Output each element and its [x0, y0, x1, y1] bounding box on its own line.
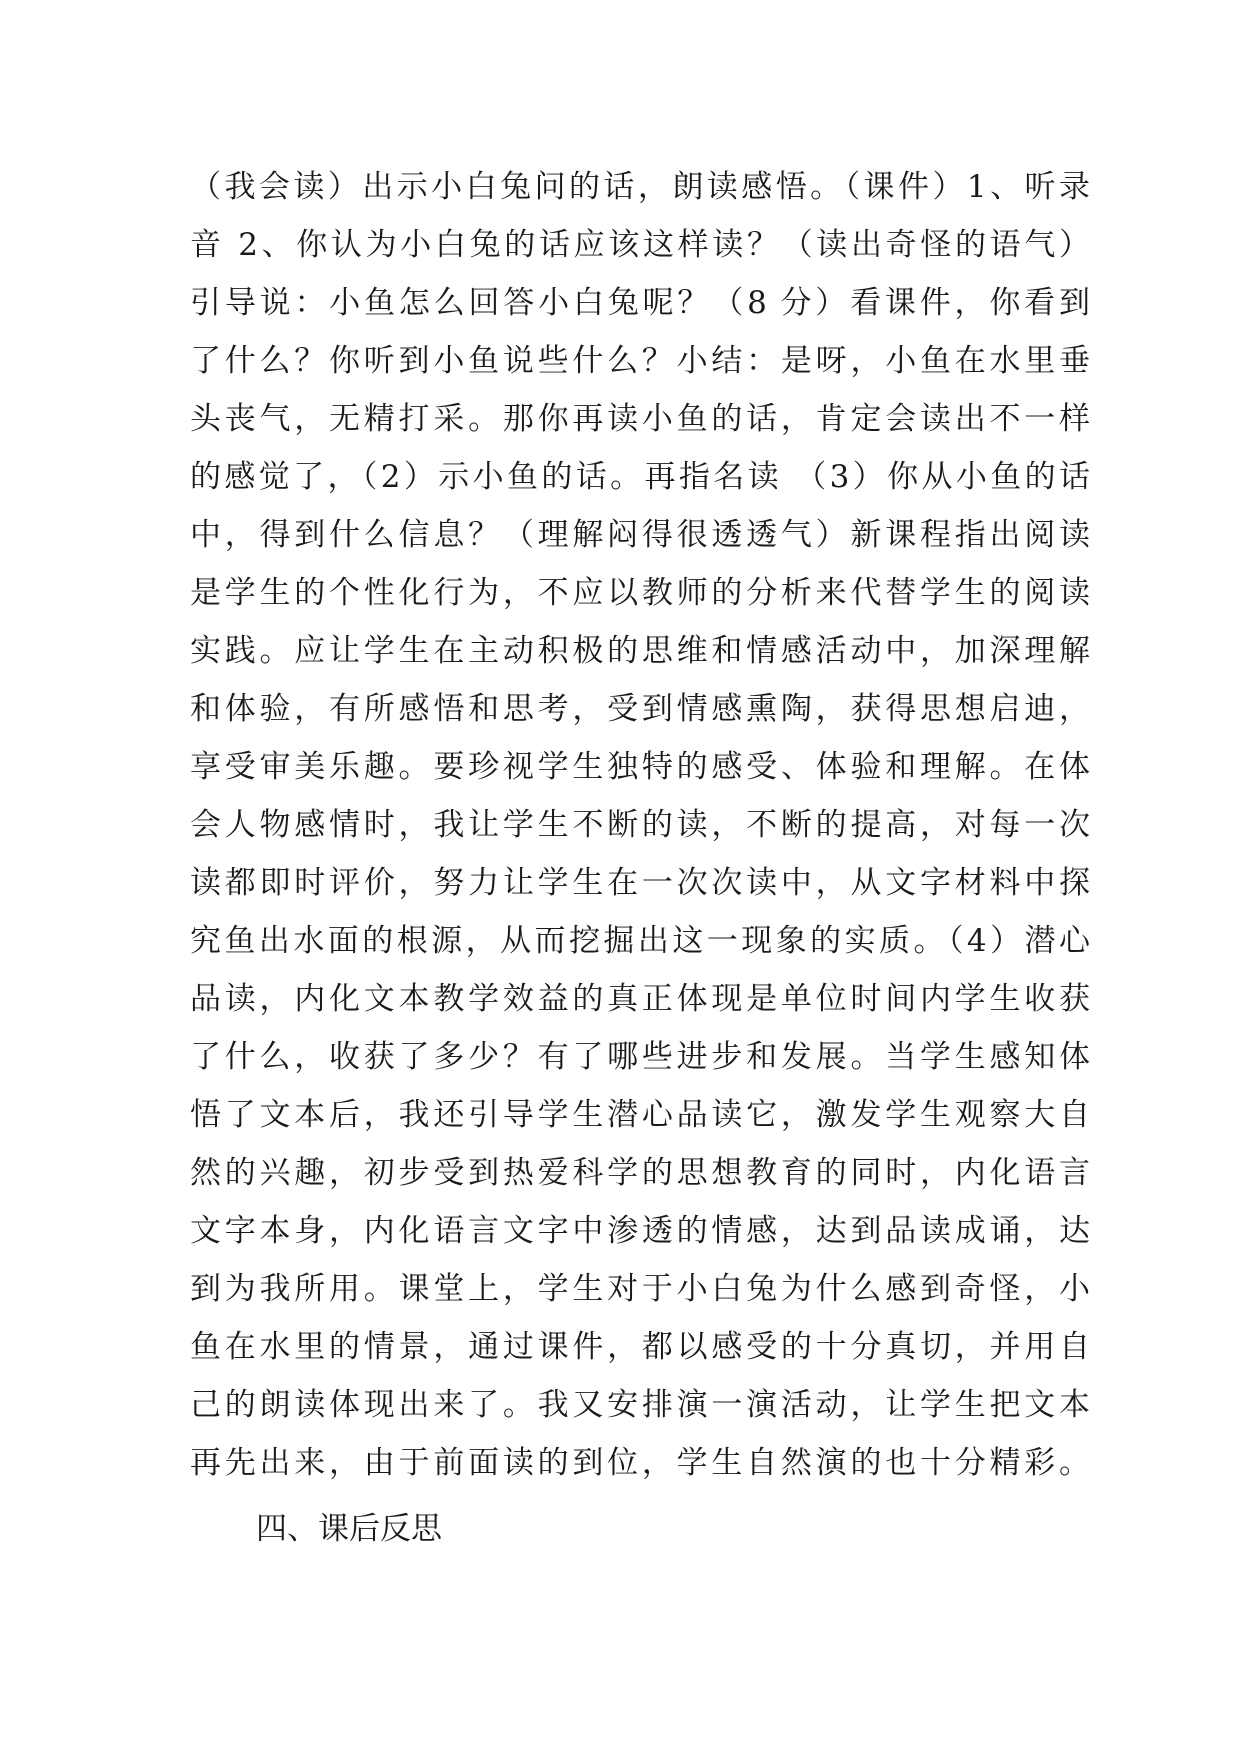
- text-line: 引导说：小鱼怎么回答小白兔呢？（8 分）看课件，你看到: [190, 285, 1090, 321]
- text-line: 读都即时评价，努力让学生在一次次读中，从文字材料中探: [190, 865, 1090, 901]
- text-line: 然的兴趣，初步受到热爱科学的思想教育的同时，内化语言: [190, 1155, 1090, 1191]
- text-line: 文字本身，内化语言文字中渗透的情感，达到品读成诵，达: [190, 1213, 1090, 1249]
- document-body: [190, 158, 1090, 1558]
- section-heading: 四、课后反思: [256, 1511, 442, 1547]
- text-line: 了什么，收获了多少？有了哪些进步和发展。当学生感知体: [190, 1039, 1090, 1075]
- text-line: 了什么？你听到小鱼说些什么？小结：是呀，小鱼在水里垂: [190, 343, 1090, 379]
- text-line: 音 2、你认为小白兔的话应该这样读？（读出奇怪的语气）: [190, 227, 1090, 263]
- text-line: 到为我所用。课堂上，学生对于小白兔为什么感到奇怪，小: [190, 1271, 1090, 1307]
- text-line: 实践。应让学生在主动积极的思维和情感活动中，加深理解: [190, 633, 1090, 669]
- text-line: 品读，内化文本教学效益的真正体现是单位时间内学生收获: [190, 981, 1090, 1017]
- text-line: 再先出来，由于前面读的到位，学生自然演的也十分精彩。: [190, 1445, 1090, 1481]
- text-line: 己的朗读体现出来了。我又安排演一演活动，让学生把文本: [190, 1387, 1090, 1423]
- text-line: 悟了文本后，我还引导学生潜心品读它，激发学生观察大自: [190, 1097, 1090, 1133]
- text-line: 的感觉了，（2）示小鱼的话。再指名读 （3）你从小鱼的话: [190, 459, 1090, 495]
- text-line: 享受审美乐趣。要珍视学生独特的感受、体验和理解。在体: [190, 749, 1090, 785]
- text-line: 和体验，有所感悟和思考，受到情感熏陶，获得思想启迪，: [190, 691, 1090, 727]
- text-line: 头丧气，无精打采。那你再读小鱼的话，肯定会读出不一样: [190, 401, 1090, 437]
- text-line: 究鱼出水面的根源，从而挖掘出这一现象的实质。（4）潜心: [190, 923, 1090, 959]
- text-line: 鱼在水里的情景，通过课件，都以感受的十分真切，并用自: [190, 1329, 1090, 1365]
- text-line: 中，得到什么信息？（理解闷得很透透气）新课程指出阅读: [190, 517, 1090, 553]
- text-line: 是学生的个性化行为，不应以教师的分析来代替学生的阅读: [190, 575, 1090, 611]
- text-line: （我会读）出示小白兔问的话，朗读感悟。（课件）1、听录: [190, 169, 1090, 205]
- text-line: 会人物感情时，我让学生不断的读，不断的提高，对每一次: [190, 807, 1090, 843]
